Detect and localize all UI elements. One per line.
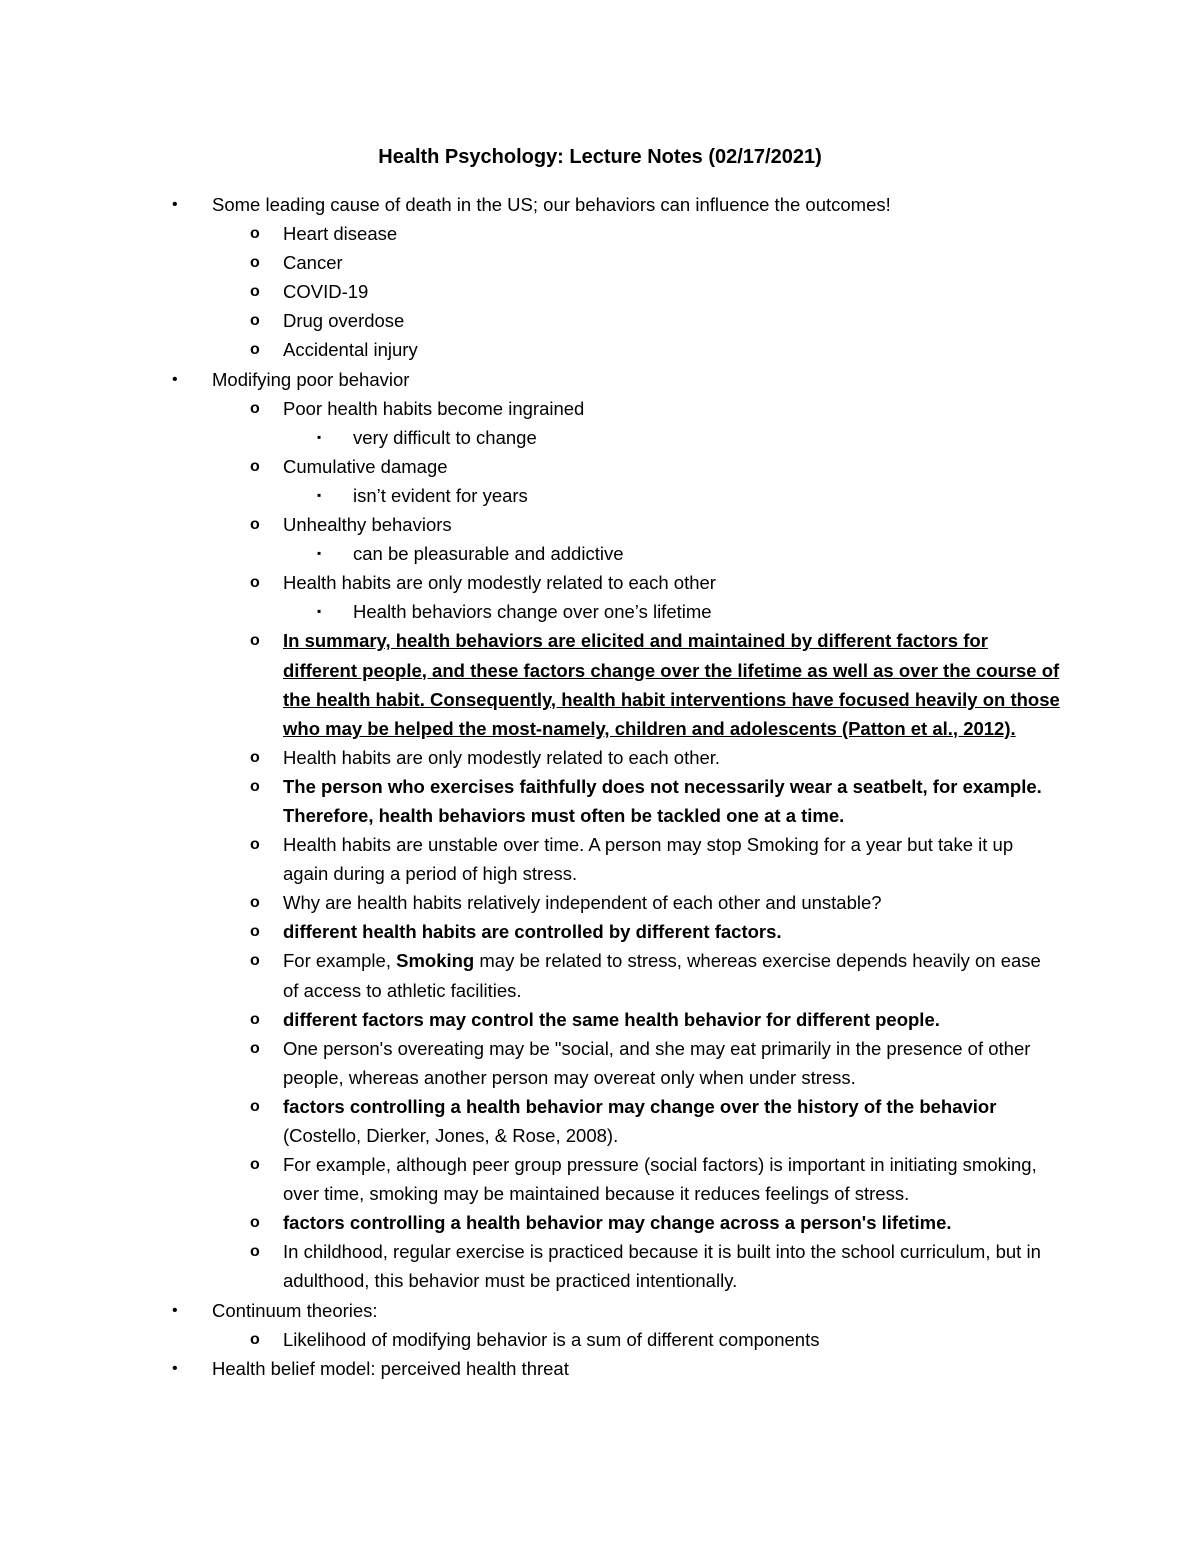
list-item-level-2 <box>0 510 1200 539</box>
square-bullet-icon: ▪ <box>317 604 322 619</box>
text-run: Unhealthy behaviors <box>283 514 452 536</box>
list-item-text <box>283 1096 996 1146</box>
list-item-level-2 <box>0 917 1200 946</box>
circle-bullet-icon: o <box>250 225 260 243</box>
text-run: very difficult to change <box>353 426 537 448</box>
list-item-level-2 <box>0 568 1200 597</box>
list-item-text <box>283 514 452 535</box>
text-run: Health behaviors change over one’s lifetime <box>353 601 712 623</box>
list-item-text <box>283 747 720 768</box>
list-item-level-2 <box>0 830 1200 888</box>
circle-bullet-icon: o <box>250 836 260 854</box>
list-item-text <box>283 1329 819 1350</box>
list-item-level-1 <box>0 365 1200 394</box>
circle-bullet-icon: o <box>250 894 260 912</box>
circle-bullet-icon: o <box>250 1214 260 1232</box>
circle-bullet-icon: o <box>250 1039 260 1057</box>
bullet-icon: • <box>172 196 178 213</box>
list-item-level-2 <box>0 946 1200 1004</box>
circle-bullet-icon: o <box>250 1243 260 1261</box>
list-item-text <box>353 543 624 564</box>
list-item-text <box>353 485 528 506</box>
circle-bullet-icon: o <box>250 574 260 592</box>
circle-bullet-icon: o <box>250 312 260 330</box>
text-run: Likelihood of modifying behavior is a sum of different components <box>283 1328 820 1350</box>
list-item-text <box>283 252 343 273</box>
list-item-level-2 <box>0 394 1200 423</box>
circle-bullet-icon: o <box>250 1156 260 1174</box>
list-item-level-2 <box>0 306 1200 335</box>
list-item-text <box>212 369 409 390</box>
list-item-level-2 <box>0 743 1200 772</box>
list-item-text <box>283 572 716 593</box>
list-item-level-1 <box>0 1296 1200 1325</box>
list-item-level-2 <box>0 335 1200 364</box>
circle-bullet-icon: o <box>250 283 260 301</box>
list-item-level-3 <box>0 597 1200 626</box>
list-item-level-3 <box>0 423 1200 452</box>
circle-bullet-icon: o <box>250 952 260 970</box>
text-run: Cancer <box>283 252 343 274</box>
text-run: factors controlling a health behavior may change across a person's lifetime. <box>283 1212 952 1234</box>
text-run: can be pleasurable and addictive <box>353 543 624 565</box>
circle-bullet-icon: o <box>250 748 260 766</box>
square-bullet-icon: ▪ <box>317 546 322 561</box>
list-item-level-2 <box>0 1034 1200 1092</box>
text-run: Some leading cause of death in the US; our behaviors can influence the outcomes! <box>212 194 891 215</box>
text-run: In summary, health behaviors are elicited and maintained by different factors for different people, and these factors change over the lifetime as well as over the course of the health habit. Consequently, health habit interventions have focused heavily on those who may be helped the most-namely, children and adolescents (Patton et al., 2012). <box>283 630 1060 739</box>
text-run: Continuum theories: <box>212 1299 378 1321</box>
list-item-text <box>212 1300 378 1321</box>
document-title: Health Psychology: Lecture Notes (02/17/2021) <box>378 146 822 168</box>
text-run: Cumulative damage <box>283 455 448 477</box>
text-run: isn’t evident for years <box>353 484 528 506</box>
list-item-level-2 <box>0 772 1200 830</box>
circle-bullet-icon: o <box>250 1330 260 1348</box>
list-item-level-2 <box>0 248 1200 277</box>
circle-bullet-icon: o <box>250 923 260 941</box>
square-bullet-icon: ▪ <box>317 487 322 502</box>
list-item-level-2 <box>0 452 1200 481</box>
list-item-text <box>283 834 1013 884</box>
text-run: factors controlling a health behavior may change over the history of the behavior <box>283 1095 997 1117</box>
text-run: One person's overeating may be "social, and she may eat primarily in the presence of other people, whereas another person may overeat only when under stress. <box>283 1037 1031 1088</box>
text-run: (Costello, Dierker, Jones, & Rose, 2008). <box>283 1125 619 1146</box>
list-item-text <box>283 398 584 419</box>
circle-bullet-icon: o <box>250 632 260 650</box>
circle-bullet-icon: o <box>250 1010 260 1028</box>
list-item-level-2 <box>0 219 1200 248</box>
list-item-text <box>283 223 397 244</box>
list-item-level-3 <box>0 481 1200 510</box>
text-run: Health habits are only modestly related to each other <box>283 572 716 594</box>
circle-bullet-icon: o <box>250 341 260 359</box>
list-item-text <box>283 776 1042 826</box>
list-item-level-2 <box>0 1208 1200 1237</box>
text-run: Health belief model: perceived health threat <box>212 1357 569 1379</box>
list-item-level-1 <box>0 190 1200 219</box>
list-item-level-2 <box>0 1237 1200 1295</box>
list-item-level-2 <box>0 626 1200 742</box>
circle-bullet-icon: o <box>250 516 260 534</box>
list-item-text <box>212 1358 569 1379</box>
bullet-icon: • <box>172 370 178 388</box>
text-run: Heart disease <box>283 223 398 245</box>
list-item-text <box>283 892 882 913</box>
list-item-text <box>283 1212 952 1233</box>
list-item-text <box>212 194 891 215</box>
list-item-text <box>353 427 537 448</box>
text-run: The person who exercises faithfully does not necessarily wear a seatbelt, for example. Therefore, health behaviors must often be tackled one at a time. <box>283 775 1042 826</box>
text-run: Poor health habits become ingrained <box>283 397 585 419</box>
text-run: different factors may control the same health behavior for different people. <box>283 1008 940 1030</box>
text-run: Why are health habits relatively independent of each other and unstable? <box>283 892 882 914</box>
circle-bullet-icon: o <box>250 1097 260 1115</box>
list-item-text <box>283 339 418 360</box>
list-item-level-3 <box>0 539 1200 568</box>
text-run: For example, although peer group pressure (social factors) is important in initiating smoking, over time, smoking may be maintained because it reduces feelings of stress. <box>283 1154 1037 1205</box>
list-item-text <box>283 630 1060 738</box>
list-item-level-2 <box>0 1092 1200 1150</box>
bullet-icon: • <box>172 1359 178 1377</box>
list-item-level-1 <box>0 1354 1200 1383</box>
list-item-level-2 <box>0 1150 1200 1208</box>
circle-bullet-icon: o <box>250 399 260 417</box>
list-item-text <box>283 1241 1041 1291</box>
text-run: Modifying poor behavior <box>212 368 410 390</box>
square-bullet-icon: ▪ <box>317 429 322 444</box>
list-item-text <box>283 281 368 302</box>
list-item-text <box>283 1154 1037 1204</box>
bullet-icon: • <box>172 1301 178 1319</box>
text-run: COVID-19 <box>283 281 369 303</box>
list-item-level-2 <box>0 1005 1200 1034</box>
list-item-level-2 <box>0 888 1200 917</box>
text-run: For example, <box>283 950 397 972</box>
text-run: different health habits are controlled by different factors. <box>283 921 782 943</box>
list-item-text <box>283 310 404 331</box>
circle-bullet-icon: o <box>250 777 260 795</box>
list-item-text <box>283 1009 940 1030</box>
text-run: may be related to stress, whereas exercise depends heavily on ease of access to athletic facilities. <box>283 950 1041 1001</box>
text-run: Drug overdose <box>283 310 405 332</box>
list-item-text <box>283 1038 1030 1088</box>
text-run: Health habits are only modestly related to each other. <box>283 746 721 768</box>
text-run: In childhood, regular exercise is practiced because it is built into the school curriculum, but in adulthood, this behavior must be practiced intentionally. <box>283 1241 1041 1292</box>
list-item-text <box>283 921 782 942</box>
circle-bullet-icon: o <box>250 254 260 272</box>
circle-bullet-icon: o <box>250 457 260 475</box>
list-item-text <box>353 601 712 622</box>
list-item-text <box>283 950 1041 1000</box>
text-run: Health habits are unstable over time. A person may stop Smoking for a year but take it up again during a period of high stress. <box>283 834 1014 885</box>
list-item-text <box>283 456 448 477</box>
list-item-level-2 <box>0 1325 1200 1354</box>
notes-outline <box>0 190 1200 1383</box>
list-item-level-2 <box>0 277 1200 306</box>
text-run: Accidental injury <box>283 339 418 361</box>
text-run: Smoking <box>396 950 475 972</box>
